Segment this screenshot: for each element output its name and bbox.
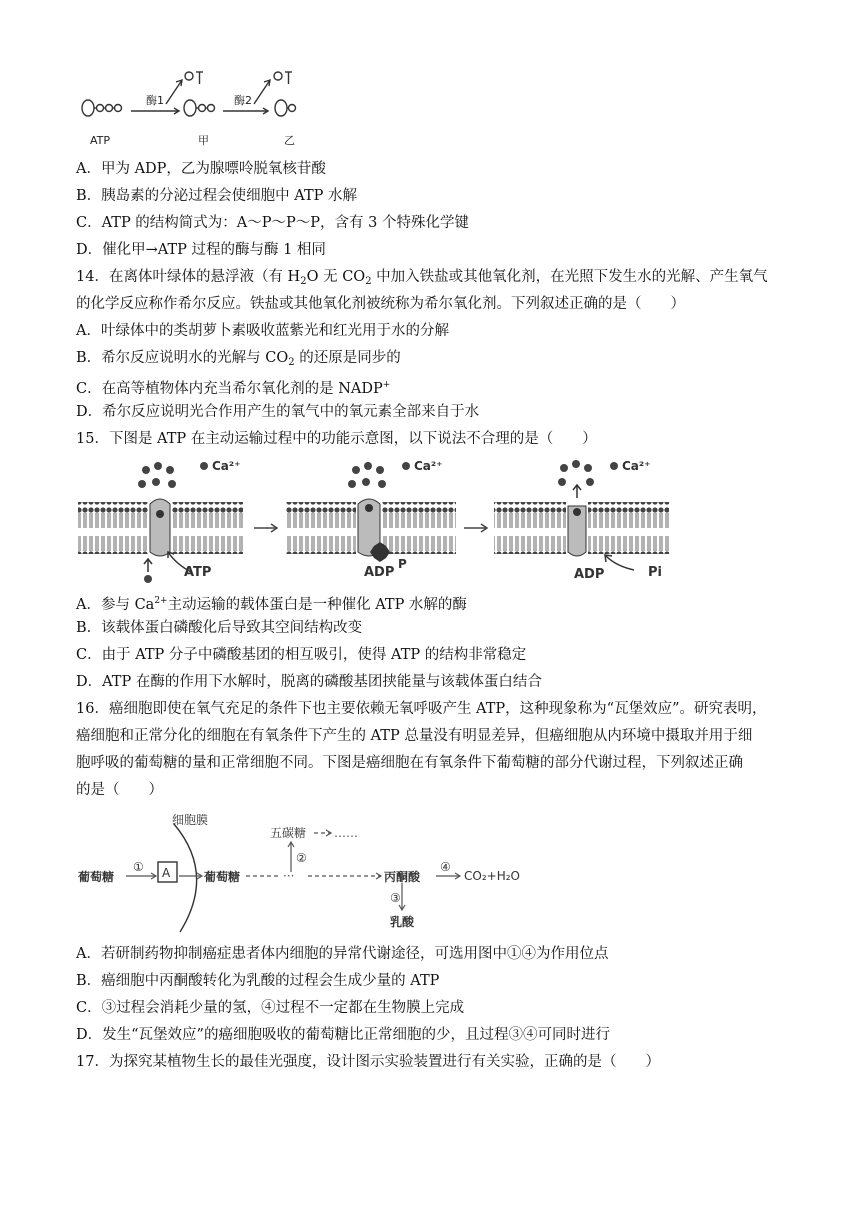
- q16-option-b: B．癌细胞中丙酮酸转化为乳酸的过程会生成少量的 ATP: [76, 973, 440, 989]
- panel-3: [494, 460, 669, 570]
- q15-option-a: [76, 591, 790, 615]
- carrier-a-label: A: [162, 866, 171, 880]
- q14-option-c-text: C．在高等植物体内充当希尔氧化剂的是 NADP: [76, 381, 383, 397]
- q14-stem-part: O 无 CO: [306, 269, 366, 285]
- q15-option-b: B．该载体蛋白磷酸化后导致其空间结构改变: [76, 620, 363, 636]
- fig1-enzyme1-label: 酶1: [146, 94, 164, 107]
- q14-option-a: A．叶绿体中的类胡萝卜素吸收蓝紫光和红光用于水的分解: [76, 323, 449, 339]
- glucose-outside-label: 葡萄糖: [78, 870, 115, 884]
- pentose-ellipsis: ……: [334, 826, 358, 840]
- q16-stem-line3: 胞呼吸的葡萄糖的量和正常细胞不同。下图是癌细胞在有氧条件下葡萄糖的部分代谢过程，下列叙述正确: [76, 755, 743, 771]
- atp-active-transport-figure: [76, 454, 676, 586]
- q17-stem: 17．为探究某植物生长的最佳光强度，设计图示实验装置进行有关实验，正确的是（ ）: [76, 1054, 660, 1070]
- q15-option-a-text: A．参与 Ca: [76, 597, 155, 613]
- pentose-label: 五碳糖: [270, 826, 307, 840]
- q14-option-c: [76, 375, 790, 399]
- step1-label: ①: [133, 860, 144, 874]
- q15-option-a-text: 主动运输的载体蛋白是一种催化 ATP 水解的酶: [167, 597, 467, 613]
- q13-option-d: D．催化甲→ATP 过程的酶与酶 1 相同: [76, 242, 326, 258]
- fig1-atp-label: ATP: [90, 134, 111, 147]
- q14-stem-line1: [76, 267, 790, 292]
- q14-option-b-sub: 2: [288, 357, 295, 368]
- q13-option-c: C．ATP 的结构简式为：A～P～P～P，含有 3 个特殊化学键: [76, 215, 469, 231]
- q16-option-a: A．若研制药物抑制癌症患者体内细胞的异常代谢途径，可选用图中①④为作用位点: [76, 946, 609, 962]
- q14-stem-part: 14．在离体叶绿体的悬浮液（有 H: [76, 269, 301, 285]
- atp-hydrolysis-figure: [76, 64, 316, 154]
- q16-option-d: D．发生“瓦堡效应”的癌细胞吸收的葡萄糖比正常细胞的少，且过程③④可同时进行: [76, 1027, 610, 1043]
- panel-1: [78, 462, 243, 583]
- q13-option-b: B．胰岛素的分泌过程会使细胞中 ATP 水解: [76, 188, 357, 204]
- q16-stem-line4: 的是（ ）: [76, 782, 163, 798]
- lactate-label: 乳酸: [390, 915, 415, 929]
- panel-2: [286, 462, 456, 562]
- fig1-jia-label: 甲: [198, 134, 209, 147]
- q14-option-b: [76, 348, 790, 373]
- step2-label: ②: [296, 851, 307, 865]
- q14-sub: 2: [300, 276, 307, 287]
- fig1-enzyme2-label: 酶2: [234, 94, 252, 107]
- panel3-pi-label: Pi: [648, 565, 662, 580]
- panel2-ca-label: Ca²⁺: [414, 459, 443, 473]
- q14-stem-part: 中加入铁盐或其他氧化剂，在光照下发生水的光解、产生氧气: [371, 269, 768, 285]
- panel1-ca-label: Ca²⁺: [212, 459, 241, 473]
- q16-stem-line2: 癌细胞和正常分化的细胞在有氧条件下产生的 ATP 总量没有明显差异，但癌细胞从内环境中摄取并用于细: [76, 728, 753, 744]
- glucose-metabolism-figure: [76, 808, 546, 936]
- panel2-p-label: P: [398, 557, 407, 571]
- step4-label: ④: [440, 860, 451, 874]
- q14-option-c-sup: +: [382, 380, 391, 390]
- pyruvate-label: 丙酮酸: [384, 870, 421, 884]
- panel1-atp-label: ATP: [184, 565, 212, 580]
- co2-h2o-label: CO₂+H₂O: [464, 869, 520, 883]
- q14-stem-line2: 的化学反应称作希尔反应。铁盐或其他氧化剂被统称为希尔氧化剂。下列叙述正确的是（ ）: [76, 296, 685, 312]
- q16-option-c: C．③过程会消耗少量的氢，④过程不一定都在生物膜上完成: [76, 1000, 465, 1016]
- panel3-ca-label: Ca²⁺: [622, 459, 651, 473]
- ellipsis-mid: ···: [283, 869, 295, 883]
- panel3-adp-label: ADP: [574, 567, 605, 582]
- q14-option-b-text: B．希尔反应说明水的光解与 CO: [76, 350, 289, 366]
- q13-option-a: A．甲为 ADP，乙为腺嘌呤脱氧核苷酸: [76, 161, 326, 177]
- step3-label: ③: [390, 891, 401, 905]
- panel2-adp-label: ADP: [364, 565, 395, 580]
- q15-stem: 15．下图是 ATP 在主动运输过程中的功能示意图，以下说法不合理的是（ ）: [76, 431, 597, 447]
- q15-option-d: D．ATP 在酶的作用下水解时，脱离的磷酸基团挟能量与该载体蛋白结合: [76, 674, 542, 690]
- q14-option-d: D．希尔反应说明光合作用产生的氧气中的氧元素全部来自于水: [76, 404, 480, 420]
- q14-sub: 2: [365, 276, 372, 287]
- membrane-label: 细胞膜: [172, 813, 209, 827]
- q15-option-a-sup: 2+: [154, 596, 168, 606]
- q15-option-c: C．由于 ATP 分子中磷酸基团的相互吸引，使得 ATP 的结构非常稳定: [76, 647, 527, 663]
- q14-option-b-text: 的还原是同步的: [294, 350, 401, 366]
- q16-stem-line1: 16．癌细胞即使在氧气充足的条件下也主要依赖无氧呼吸产生 ATP，这种现象称为“瓦堡效应”。研究表明，: [76, 701, 767, 717]
- glucose-inside-label: 葡萄糖: [204, 870, 241, 884]
- fig1-yi-label: 乙: [284, 134, 295, 147]
